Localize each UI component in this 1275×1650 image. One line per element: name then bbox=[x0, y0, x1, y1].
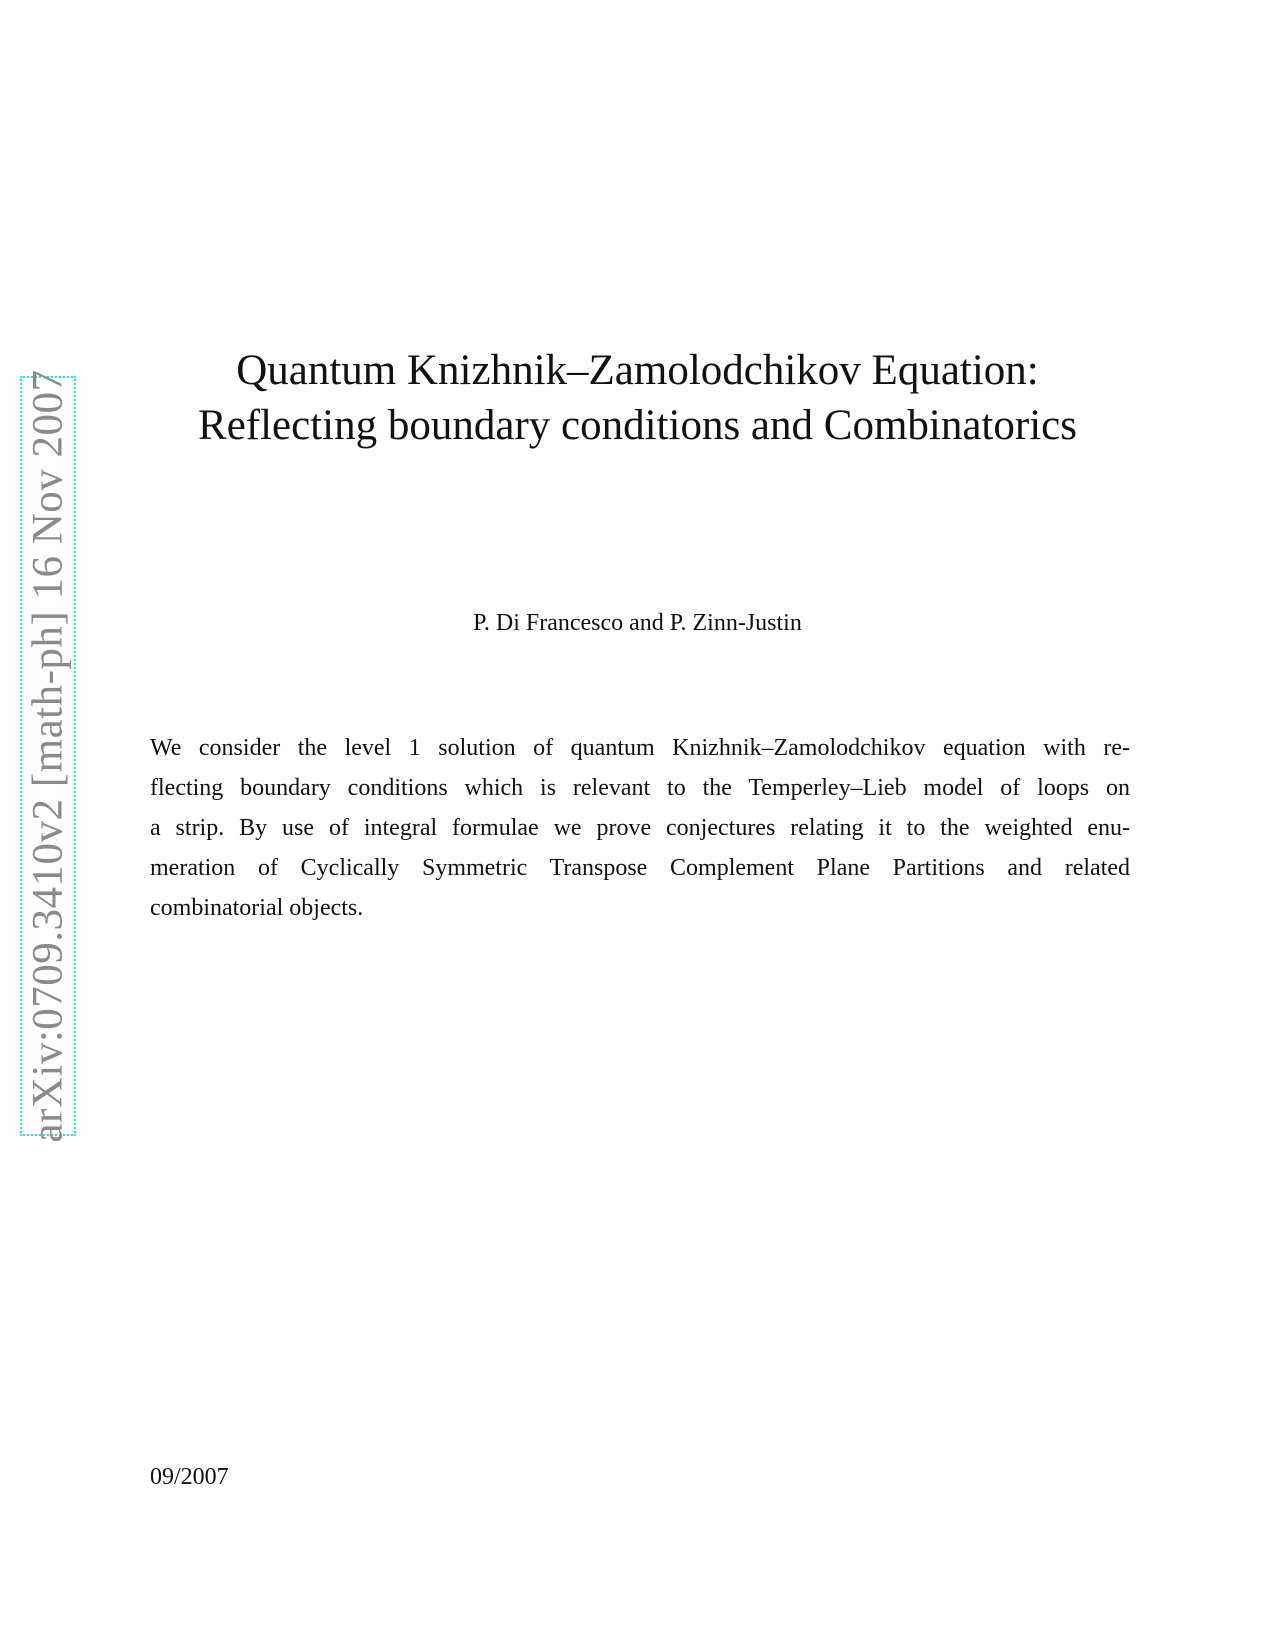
paper-date: 09/2007 bbox=[150, 1464, 229, 1490]
title-line: Quantum Knizhnik–Zamolodchikov Equation: bbox=[236, 347, 1039, 394]
paper-title bbox=[150, 343, 1125, 453]
title-line: Reflecting boundary conditions and Combinatorics bbox=[198, 402, 1077, 449]
abstract-line: a strip. By use of integral formulae we prove conjectures relating it to the weighted enu- bbox=[150, 815, 1130, 841]
arxiv-stamp bbox=[20, 369, 76, 1143]
abstract-line: flecting boundary conditions which is relevant to the Temperley–Lieb model of loops on bbox=[150, 775, 1130, 801]
author-list: P. Di Francesco and P. Zinn-Justin bbox=[473, 610, 802, 636]
abstract-line: combinatorial objects. bbox=[150, 895, 364, 921]
abstract bbox=[150, 728, 1130, 928]
abstract-line: We consider the level 1 solution of quantum Knizhnik–Zamolodchikov equation with re- bbox=[150, 735, 1130, 761]
abstract-line: meration of Cyclically Symmetric Transpose Complement Plane Partitions and related bbox=[150, 855, 1130, 881]
arxiv-identifier[interactable]: arXiv:0709.3410v2 [math-ph] 16 Nov 2007 bbox=[24, 369, 72, 1143]
